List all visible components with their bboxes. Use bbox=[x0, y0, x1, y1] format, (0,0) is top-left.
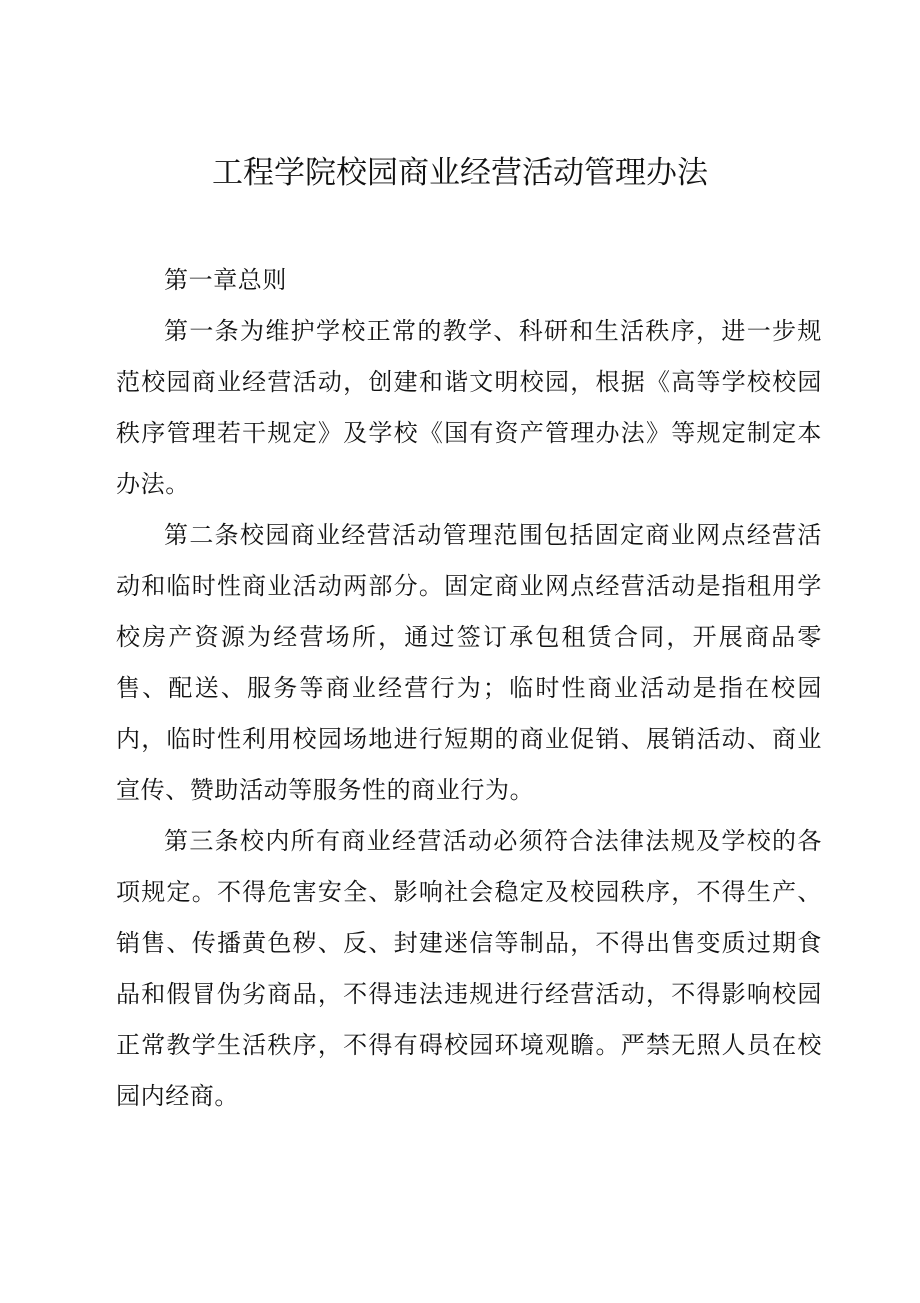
article-1: 第一条为维护学校正常的教学、科研和生活秩序，进一步规范校园商业经营活动，创建和谐文明校园，根据《高等学校校园秩序管理若干规定》及学校《国有资产管理办法》等规定制定本办法。 bbox=[116, 317, 822, 498]
chapter-heading: 第一章总则 bbox=[164, 266, 287, 294]
document-body bbox=[116, 255, 822, 1122]
article-2: 第二条校园商业经营活动管理范围包括固定商业网点经营活动和临时性商业活动两部分。固定商业网点经营活动是指租用学校房产资源为经营场所，通过签订承包租赁合同，开展商品零售、配送、服务等商业经营行为；临时性商业活动是指在校园内，临时性利用校园场地进行短期的商业促销、展销活动、商业宣传、赞助活动等服务性的商业行为。 bbox=[116, 521, 822, 804]
article-3: 第三条校内所有商业经营活动必须符合法律法规及学校的各项规定。不得危害安全、影响社会稳定及校园秩序，不得生产、销售、传播黄色秽、反、封建迷信等制品，不得出售变质过期食品和假冒伪劣商品，不得违法违规进行经营活动，不得影响校园正常教学生活秩序，不得有碍校园环境观瞻。严禁无照人员在校园内经商。 bbox=[116, 827, 822, 1110]
document-title: 工程学院校园商业经营活动管理办法 bbox=[212, 155, 708, 191]
